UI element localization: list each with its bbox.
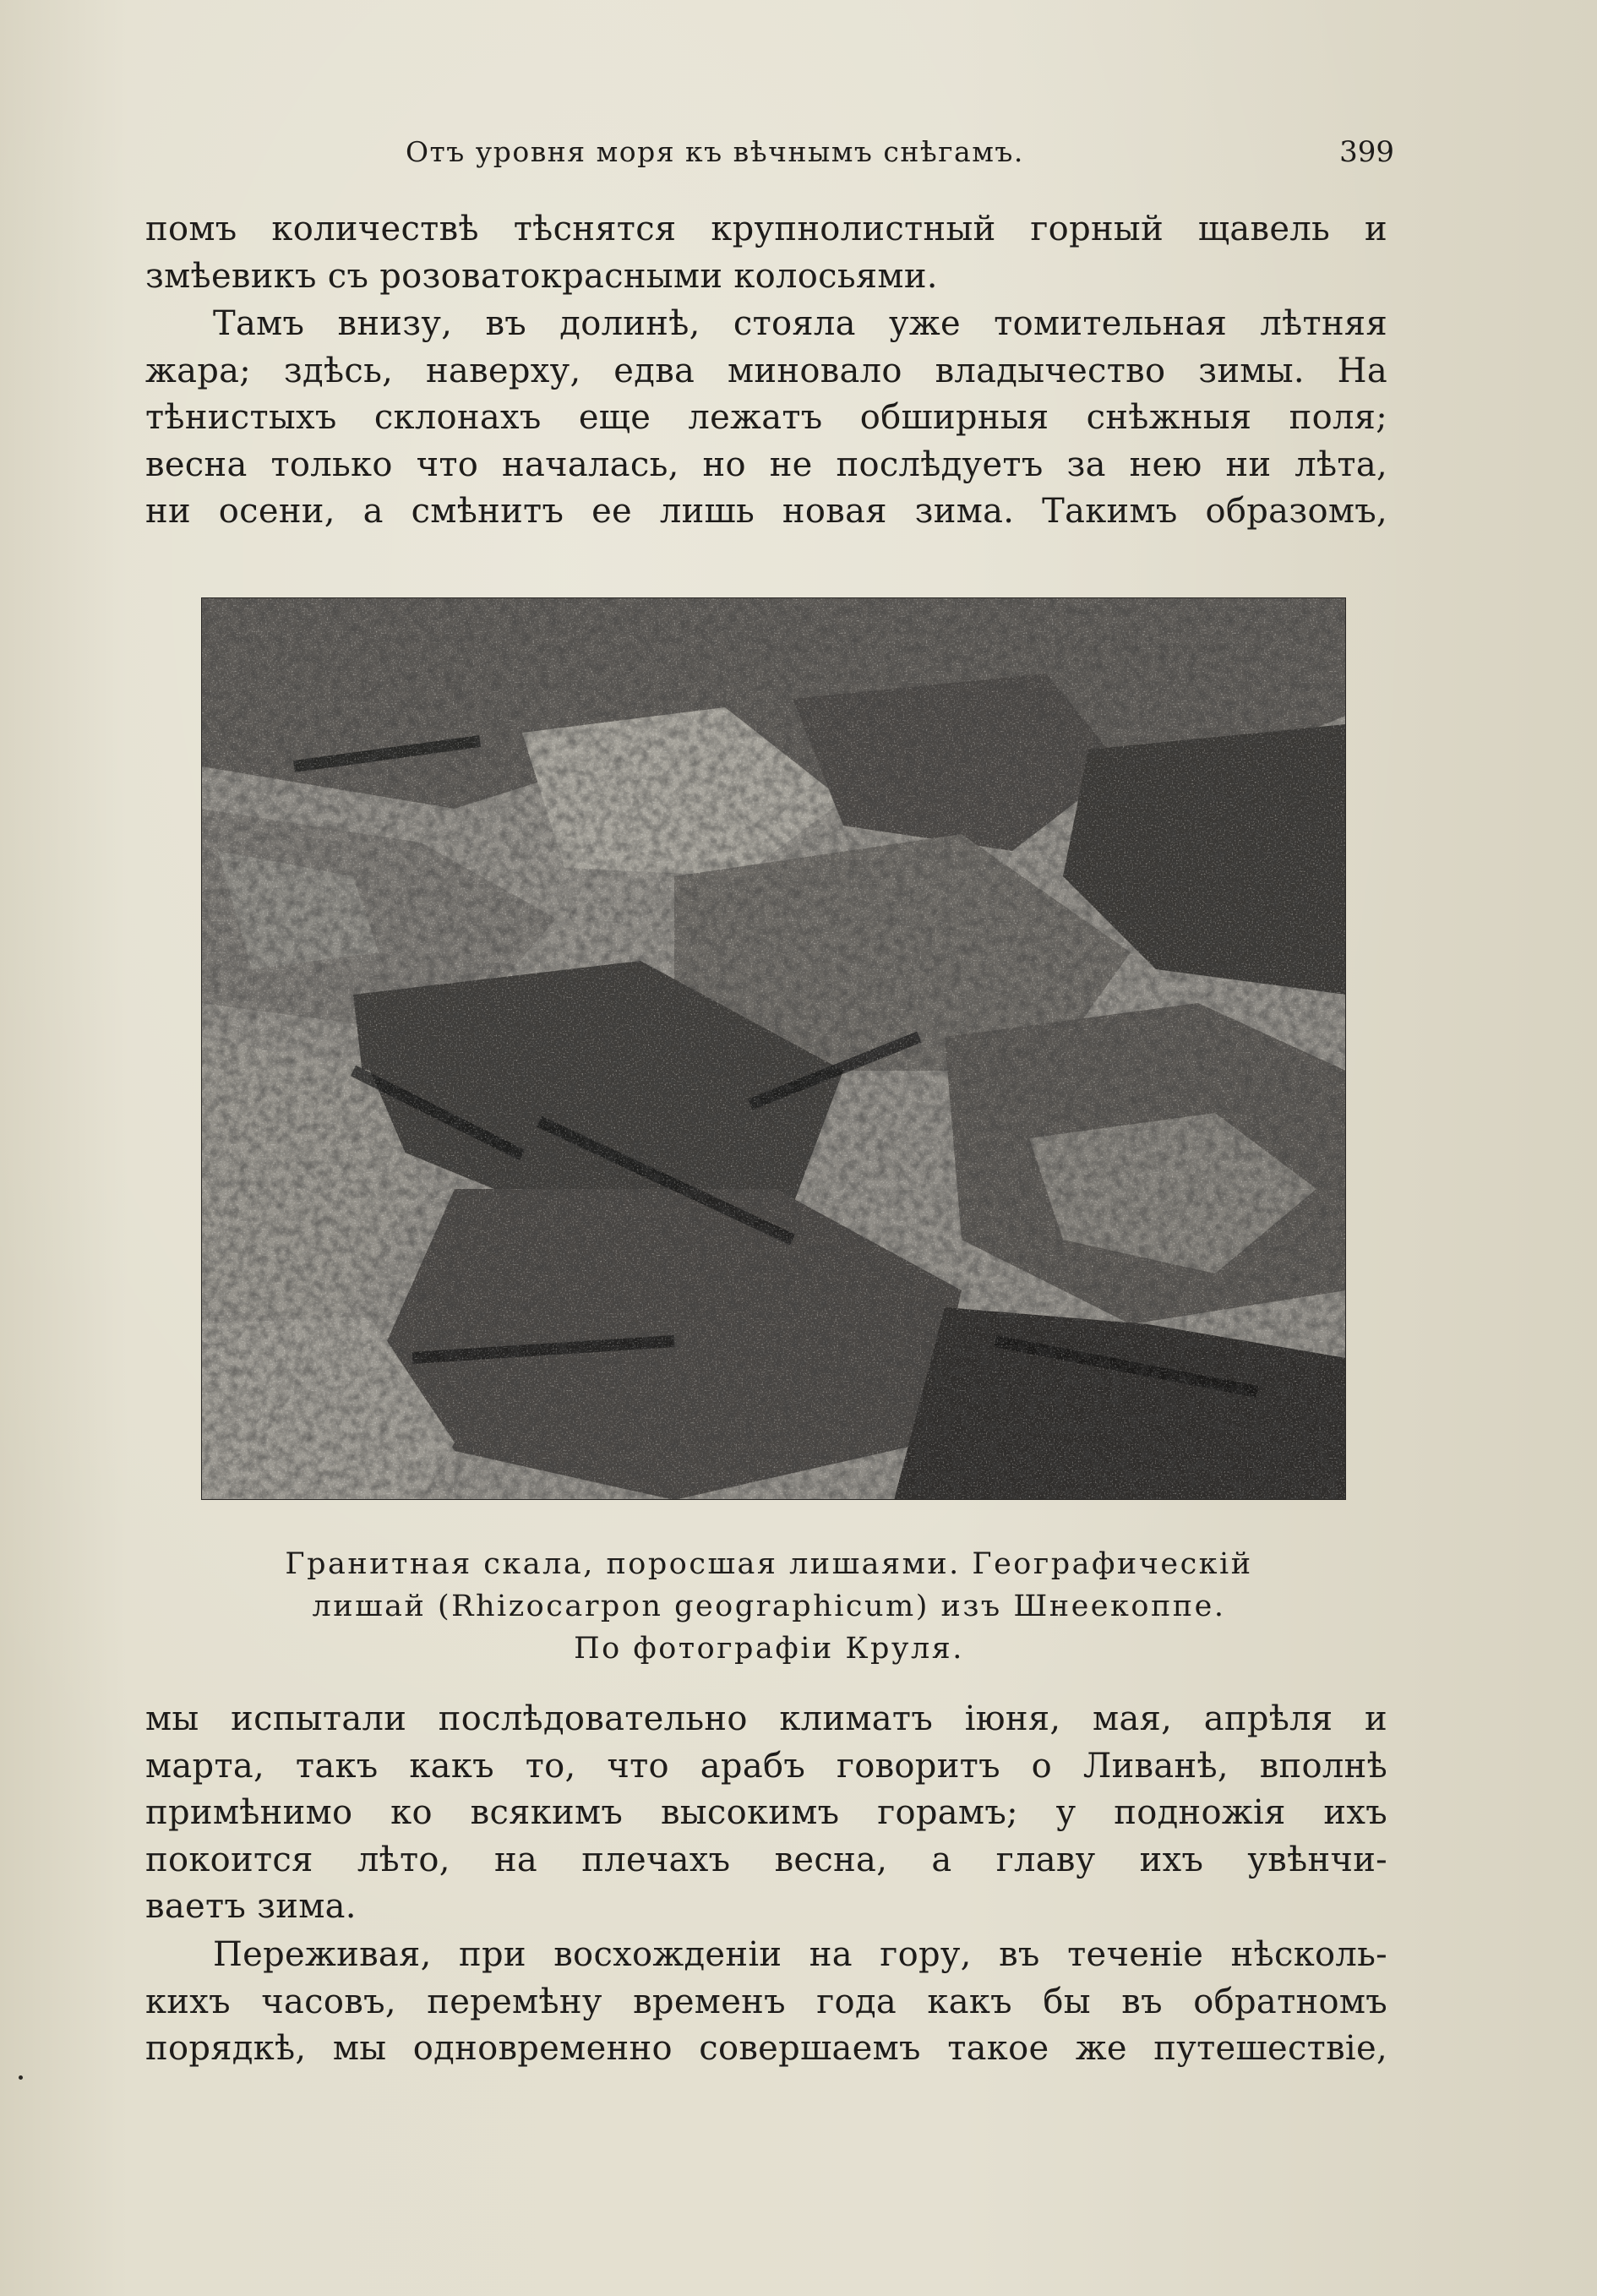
text-line: примѣнимо ко всякимъ высокимъ горамъ; у подножія ихъ [145, 1793, 1387, 1832]
running-head [144, 135, 1394, 177]
running-title: Отъ уровня моря къ вѣчнымъ снѣгамъ. [406, 135, 1024, 168]
text-line: кихъ часовъ, перемѣну временъ года какъ бы въ обратномъ [145, 1982, 1387, 2021]
page-number: 399 [1339, 135, 1394, 169]
text-line: ваетъ зима. [145, 1887, 357, 1926]
text-line: порядкѣ, мы одновременно совершаемъ такое же путешествіе, [145, 2029, 1387, 2068]
text-line: покоится лѣто, на плечахъ весна, а главу ихъ увѣнчи- [145, 1840, 1387, 1879]
paragraph-continuation [145, 206, 1387, 300]
text-line: мы испытали послѣдовательно климатъ іюня, мая, апрѣля и [145, 1699, 1387, 1738]
text-line: помъ количествѣ тѣснятся крупнолистный горный щавель и [145, 210, 1387, 248]
paragraph-seasons [145, 1932, 1387, 2073]
text-line: тѣнистыхъ склонахъ еще лежатъ обширныя снѣжныя поля; [145, 398, 1387, 437]
text-line: весна только что началась, но не послѣдуетъ за нею ни лѣта, [145, 444, 1387, 484]
text-line: жара; здѣсь, наверху, едва миновало владычество зимы. На [145, 351, 1387, 390]
paragraph-climate [145, 1696, 1387, 1931]
text-line: ни осени, а смѣнитъ ее лишь новая зима. Такимъ образомъ, [145, 492, 1387, 531]
text-line: змѣевикъ съ розоватокрасными колосьями. [145, 256, 938, 296]
caption-line: лишай (Rhizocarpon geographicum) изъ Шнеекоппе. [312, 1590, 1226, 1623]
text-line: Переживая, при восхожденіи на гору, въ теченіе нѣсколь- [213, 1935, 1387, 1974]
paragraph-valley [145, 301, 1387, 536]
caption-line: Гранитная скала, поросшая лишаями. Географическій [285, 1547, 1253, 1581]
text-line: марта, такъ какъ то, что арабъ говоритъ о Ливанѣ, вполнѣ [145, 1746, 1387, 1786]
text-line: Тамъ внизу, въ долинѣ, стояла уже томительная лѣтняя [213, 304, 1387, 343]
caption-line: По фотографіи Круля. [574, 1632, 964, 1666]
figure-caption [169, 1543, 1369, 1670]
ink-speck [19, 2075, 23, 2080]
lichen-rock-engraving [201, 597, 1346, 1500]
engraving-image [201, 597, 1346, 1500]
